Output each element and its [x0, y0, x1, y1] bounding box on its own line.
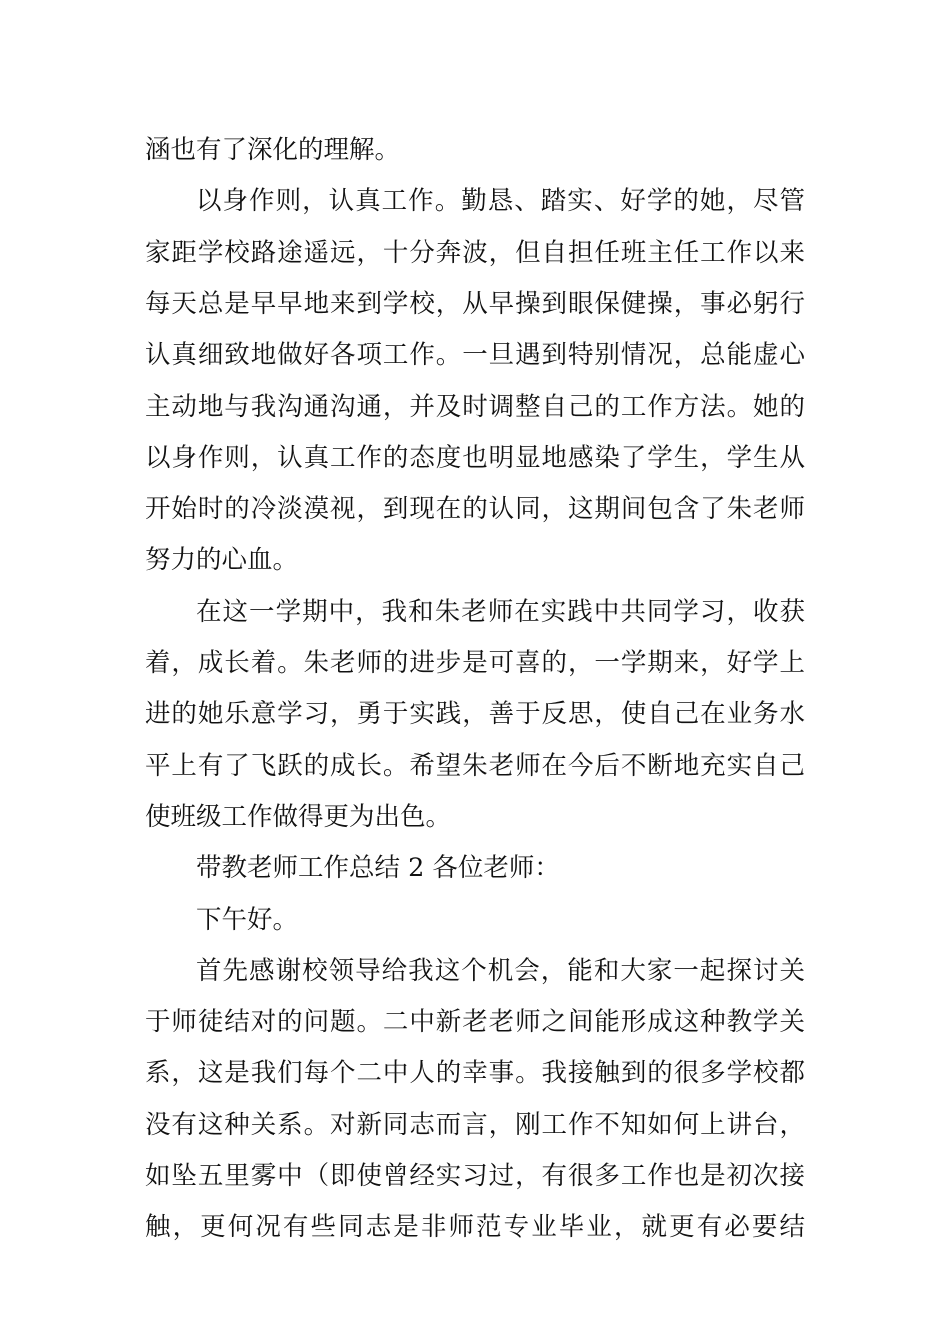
paragraph-line: 着，成长着。朱老师的进步是可喜的，一学期来，好学上 [145, 648, 805, 678]
paragraph-line: 家距学校路途遥远，十分奔波，但自担任班主任工作以来 [145, 237, 805, 268]
paragraph-line: 下午好。 [196, 904, 299, 935]
paragraph-line: 每天总是早早地来到学校，从早操到眼保健操，事必躬行 [145, 288, 805, 319]
paragraph-line: 在这一学期中，我和朱老师在实践中共同学习，收获 [196, 596, 805, 627]
paragraph-line: 进的她乐意学习，勇于实践，善于反思，使自己在业务水 [145, 699, 805, 730]
paragraph-line: 使班级工作做得更为出色。 [145, 801, 452, 832]
paragraph-line: 开始时的冷淡漠视，到现在的认同，这期间包含了朱老师 [145, 494, 805, 525]
paragraph-line: 系，这是我们每个二中人的幸事。我接触到的很多学校都 [145, 1058, 805, 1089]
paragraph-line: 以身作则，认真工作的态度也明显地感染了学生，学生从 [145, 442, 805, 473]
paragraph-line: 于师徒结对的问题。二中新老老师之间能形成这种教学关 [145, 1007, 805, 1038]
paragraph-line: 如坠五里雾中（即使曾经实习过，有很多工作也是初次接 [145, 1161, 805, 1191]
paragraph-line: 以身作则，认真工作。勤恳、踏实、好学的她，尽管 [196, 186, 805, 217]
paragraph-line: 认真细致地做好各项工作。一旦遇到特别情况，总能虚心 [145, 340, 805, 371]
paragraph-line: 平上有了飞跃的成长。希望朱老师在今后不断地充实自己 [145, 750, 805, 781]
paragraph-line: 涵也有了深化的理解。 [145, 135, 401, 165]
paragraph-line: 首先感谢校领导给我这个机会，能和大家一起探讨关 [196, 955, 805, 986]
paragraph-line: 没有这种关系。对新同志而言，刚工作不知如何上讲台， [145, 1109, 805, 1140]
paragraph-line: 主动地与我沟通沟通，并及时调整自己的工作方法。她的 [145, 391, 805, 422]
paragraph-line: 努力的心血。 [145, 545, 299, 576]
paragraph-line: 触，更何况有些同志是非师范专业毕业，就更有必要结 [145, 1212, 805, 1243]
paragraph-line: 带教老师工作总结 2 各位老师： [196, 853, 560, 884]
